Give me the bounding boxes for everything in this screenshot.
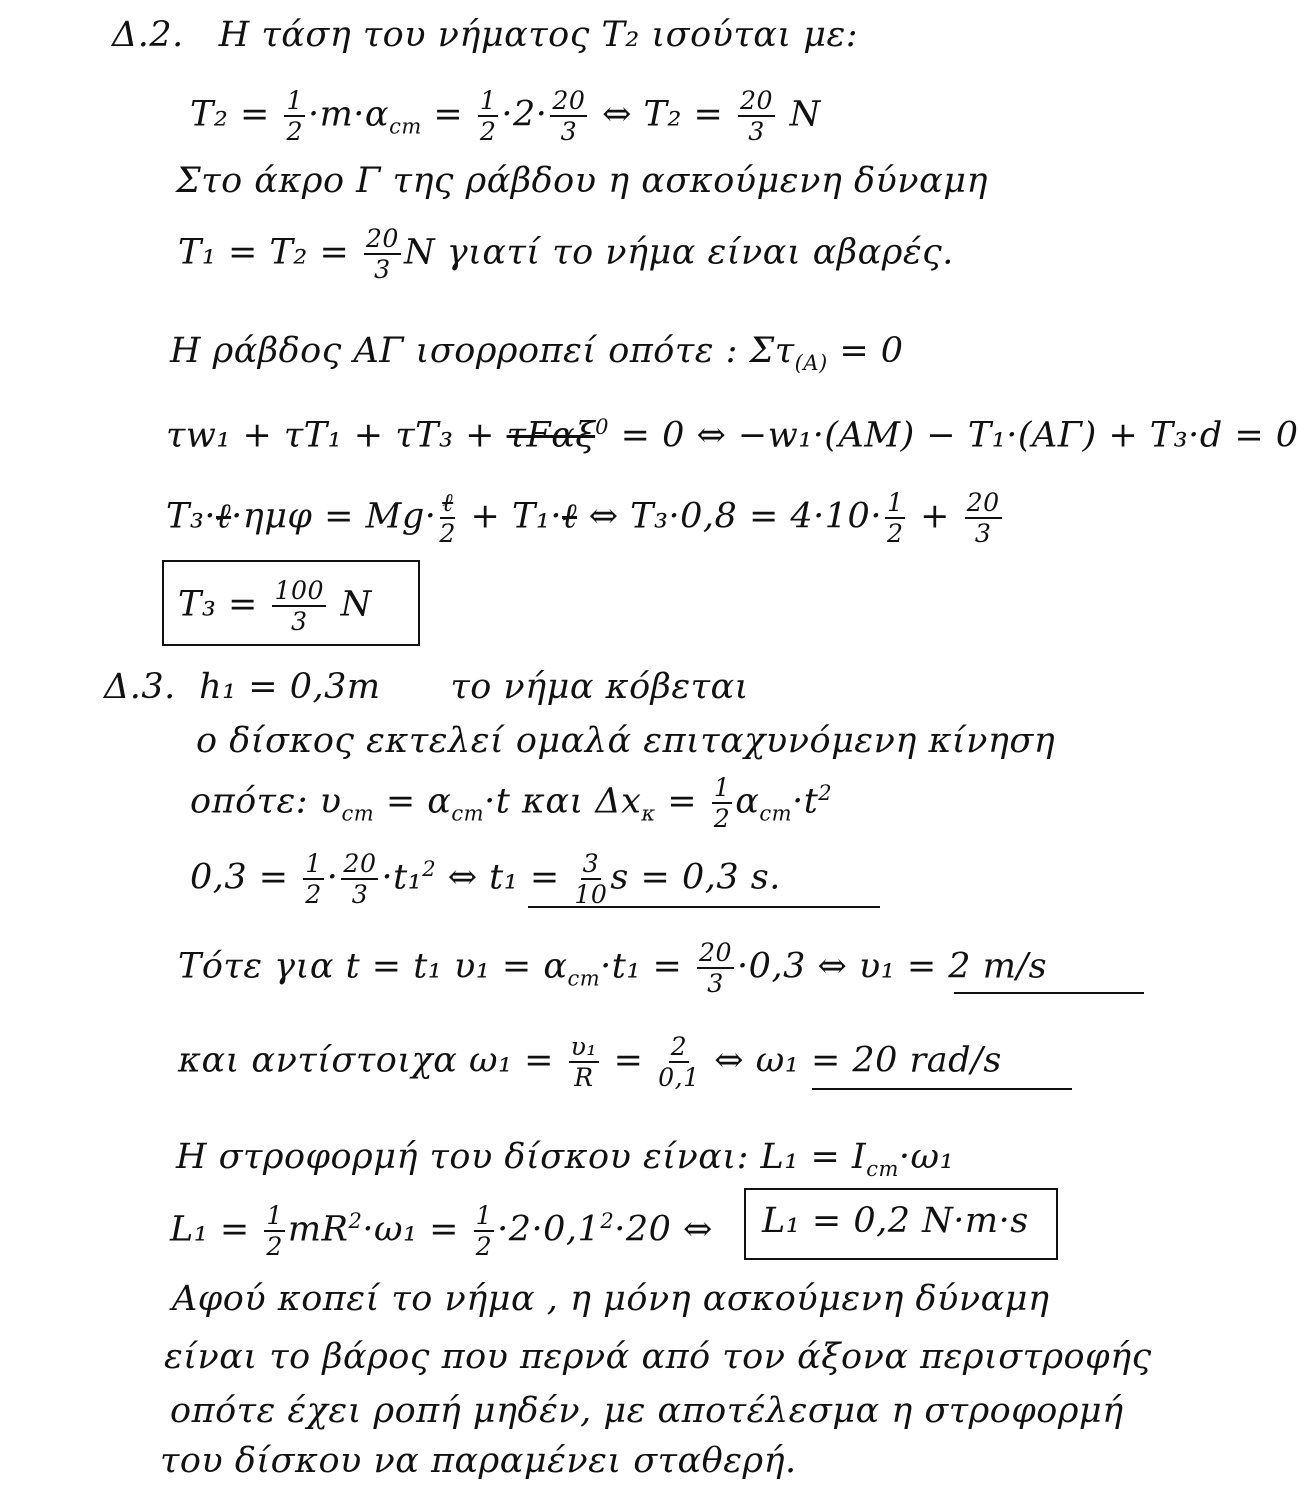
eq-part: ·t <box>792 781 819 822</box>
eq-part: 0,3 = <box>190 857 301 898</box>
eq-part: ·t₁ <box>381 857 423 898</box>
fraction-denominator: 3 <box>351 880 369 910</box>
conclusion-line-3: οπότε έχει ροπή μηδέν, με αποτέλεσμα η στροφορμή <box>170 1391 1124 1431</box>
fraction <box>439 488 456 549</box>
disk-motion-text: ο δίσκος εκτελεί ομαλά επιταχυνόμενη κίνηση <box>196 721 1056 761</box>
fraction <box>478 86 499 147</box>
fraction-numerator: υ₁ <box>569 1034 599 1063</box>
angular-momentum-result: L₁ = 0,2 N·m·s <box>762 1201 1029 1241</box>
eq-part: τw₁ + τT₁ + τT₃ + <box>166 415 507 456</box>
eq-part: Η στροφορμή του δίσκου είναι: L₁ = I <box>176 1137 867 1177</box>
subscript: cm <box>389 114 422 139</box>
t1-equals-t2-equation <box>178 224 954 285</box>
fraction-numerator: 1 <box>478 88 499 117</box>
fraction-numerator: 1 <box>303 851 324 880</box>
omega1-equation <box>178 1032 1002 1093</box>
fraction <box>738 86 775 147</box>
eq-part: Τότε για t = t₁ υ₁ = α <box>178 946 568 987</box>
d3-label: Δ.3. <box>104 667 176 707</box>
fraction-denominator: 10 <box>574 880 608 910</box>
fraction-numerator: 20 <box>697 940 734 969</box>
fraction-denominator: 2 <box>479 117 497 147</box>
eq-part: ·t και Δx <box>484 781 642 822</box>
fraction-numerator: 20 <box>965 490 1002 519</box>
fraction-denominator: 2 <box>886 519 904 549</box>
fraction <box>264 1200 285 1262</box>
eq-part: ⇔ t₁ = <box>436 857 572 898</box>
fraction-denominator: 2 <box>286 117 303 147</box>
fraction-numerator: 1 <box>264 1203 285 1232</box>
subscript: cm <box>341 801 375 826</box>
subscript: κ <box>641 801 656 826</box>
unit: N <box>329 584 372 625</box>
superscript: 2 <box>422 857 437 881</box>
fraction <box>574 848 608 910</box>
fraction <box>474 1200 495 1262</box>
superscript: 2 <box>600 1209 615 1233</box>
eq-part: ⇔ T₃·0,8 = 4·10· <box>577 496 882 537</box>
t1-solve-equation <box>190 848 781 910</box>
eq-part: T₃· <box>166 496 217 537</box>
eq-part: ⇔ T₂ = <box>590 94 735 135</box>
eq-part: α <box>735 781 760 822</box>
fraction-numerator: 1 <box>885 490 906 519</box>
struck-term: τFαξ <box>506 415 596 456</box>
v1-equation <box>178 940 1047 1000</box>
fraction-denominator: 3 <box>748 117 765 147</box>
kinematics-equations <box>190 772 832 835</box>
eq-part: ·2·0,1 <box>497 1209 601 1250</box>
d2-intro-text: Η τάση του νήματος T₂ ισούται με: <box>218 15 859 55</box>
struck-term: ℓ <box>216 496 232 537</box>
eq-part: οπότε: υ <box>190 781 342 822</box>
fraction <box>965 488 1002 549</box>
fraction <box>712 772 733 834</box>
fraction <box>697 938 734 999</box>
fraction-numerator: 1 <box>284 88 305 117</box>
eq-part: T₃ = <box>178 584 270 625</box>
fraction <box>658 1032 700 1093</box>
unit: N <box>778 94 821 135</box>
subscript: cm <box>866 1157 899 1181</box>
fraction-numerator: 20 <box>738 88 775 117</box>
height-value: h₁ = 0,3m <box>199 667 381 707</box>
torque-sum-equation <box>166 406 1299 457</box>
fraction <box>272 576 326 637</box>
conclusion-line-2: είναι το βάρος που περνά από τον άξονα περιστροφής <box>164 1337 1152 1377</box>
conclusion-line-4: του δίσκου να παραμένει σταθερή. <box>160 1441 797 1481</box>
eq-part: s = 0,3 s. <box>610 857 781 898</box>
fraction-numerator: 2 <box>669 1034 690 1063</box>
fraction-numerator: 100 <box>272 578 326 607</box>
t1-underline <box>528 906 880 908</box>
t2-equation <box>190 88 821 148</box>
fraction-denominator: 3 <box>707 969 724 999</box>
eq-part: ·2· <box>501 94 548 135</box>
eq-part: N γιατί το νήμα είναι αβαρές. <box>403 232 954 273</box>
fraction <box>550 86 587 147</box>
eq-part: ·t₁ = <box>600 946 694 987</box>
fraction-denominator: 2 <box>475 1232 493 1262</box>
fraction <box>364 224 401 285</box>
fraction-denominator: 2 <box>713 804 731 834</box>
eq-part: και αντίστοιχα ω₁ = <box>178 1040 566 1081</box>
fraction-denominator: 2 <box>439 519 456 549</box>
eq-part: ·0,3 ⇔ υ₁ = 2 m/s <box>737 946 1048 987</box>
fraction <box>569 1032 599 1093</box>
eq-part: mR <box>287 1209 349 1250</box>
fraction-numerator: 1 <box>712 775 733 804</box>
eq-part: = α <box>374 781 452 822</box>
eq-part: ·20 ⇔ <box>614 1209 713 1250</box>
v1-underline <box>954 992 1144 994</box>
d3-heading-line <box>104 666 749 708</box>
fraction-numerator: ℓ <box>440 490 455 519</box>
fraction <box>885 488 906 549</box>
fraction-denominator: 2 <box>266 1232 283 1262</box>
fraction-numerator: 20 <box>341 851 378 880</box>
eq-part: ·m·α <box>307 94 390 135</box>
fraction-denominator: 3 <box>974 519 992 549</box>
fraction-numerator: 3 <box>581 851 602 880</box>
eq-part: + T₁· <box>458 496 562 537</box>
superscript: 0 <box>595 415 609 439</box>
fraction-numerator: 1 <box>474 1203 495 1232</box>
fraction-denominator: 3 <box>374 255 391 285</box>
conclusion-line-1: Αφού κοπεί το νήμα , η μόνη ασκούμενη δύναμη <box>172 1279 1050 1319</box>
d2-label: Δ.2. <box>112 15 184 55</box>
equilibrium-condition <box>170 330 904 384</box>
fraction-denominator: 0,1 <box>658 1063 700 1093</box>
angular-momentum-definition <box>176 1136 954 1190</box>
omega1-underline <box>812 1088 1072 1090</box>
fraction-denominator: 2 <box>305 880 322 910</box>
struck-term: ℓ <box>562 496 578 537</box>
superscript: 2 <box>818 781 833 805</box>
eq-part: = <box>602 1040 656 1081</box>
eq-part: T₂ = <box>190 94 282 135</box>
eq-part: ·ω₁ <box>898 1137 955 1177</box>
fraction <box>303 848 324 910</box>
superscript: 2 <box>348 1209 363 1233</box>
eq-part: = <box>421 94 475 135</box>
fraction <box>341 848 378 910</box>
string-cut-text: το νήμα κόβεται <box>450 667 749 707</box>
eq-part: + <box>908 496 962 537</box>
eq-part: = <box>655 781 709 822</box>
d2-force-text: Στο άκρο Γ της ράβδου η ασκούμενη δύναμη <box>176 161 988 201</box>
eq-part: ·ημφ = Mg· <box>231 496 437 537</box>
t3-solve-equation <box>166 488 1005 549</box>
t3-result <box>178 576 372 637</box>
eq-part: T₁ = T₂ = <box>178 232 361 273</box>
fraction-denominator: R <box>574 1063 594 1093</box>
subscript: cm <box>759 801 793 826</box>
eq-part: Η ράβδος ΑΓ ισορροπεί οπότε : Στ <box>170 331 795 371</box>
fraction-denominator: 3 <box>560 117 578 147</box>
fraction-numerator: 20 <box>364 226 401 255</box>
subscript: cm <box>451 801 485 826</box>
eq-part: L₁ = <box>170 1209 262 1250</box>
subscript: (Α) <box>794 351 828 375</box>
subscript: cm <box>567 966 601 991</box>
angular-momentum-calculation <box>170 1200 713 1262</box>
eq-part: ⇔ ω₁ = 20 rad/s <box>702 1040 1002 1081</box>
d2-heading-line <box>112 14 858 56</box>
fraction-denominator: 3 <box>290 607 308 637</box>
eq-part: · <box>326 857 339 898</box>
fraction <box>284 86 305 147</box>
eq-part: = 0 ⇔ −w₁·(ΑΜ) − T₁·(ΑΓ) + T₃·d = 0 <box>609 415 1299 456</box>
fraction-numerator: 20 <box>550 88 587 117</box>
eq-part: ·ω₁ = <box>362 1209 471 1250</box>
eq-part: = 0 <box>827 331 904 371</box>
